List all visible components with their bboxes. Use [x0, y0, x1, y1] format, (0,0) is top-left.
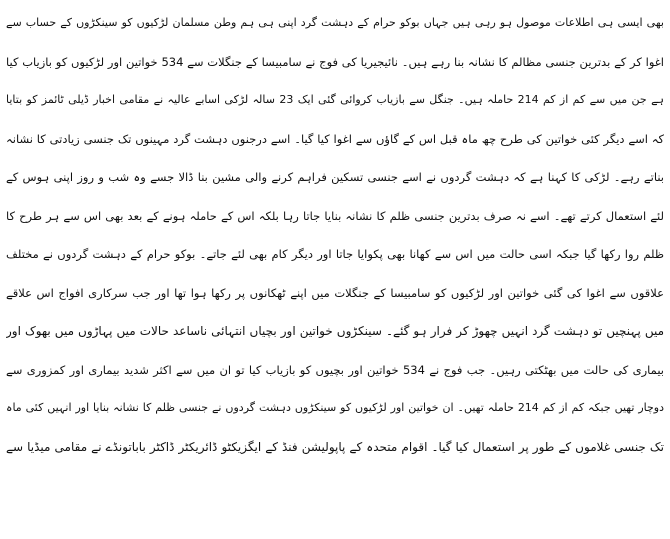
article-line: بیماری کی حالت میں بھٹکتی رہیں۔ جب فوج نے 534 خواتین اور بچیوں کو بازیاب کیا تو ان میں سے اکثر شدید بیماری اور کمزوری سے [6, 362, 664, 377]
article-line: کہ اسے دیگر کئی خواتین کی طرح چھ ماہ قبل اس کے گاؤں سے اغوا کیا گیا۔ اسے درجنوں دہشت گرد مہینوں تک جنسی زیادتی کا نشانہ [6, 131, 664, 146]
article-line: لئے استعمال کرتے تھے۔ اسے نہ صرف بدترین جنسی ظلم کا نشانہ بنایا جاتا رہا بلکہ اس کے حاملہ ہونے کے بعد بھی اس سے ہر طرح کا [6, 208, 664, 223]
article-line: تک جنسی غلاموں کے طور پر استعمال کیا گیا۔ اقوام متحدہ کے پاپولیشن فنڈ کے ایگزیکٹو ڈائریکٹر ڈاکٹر باباتونڈے نے مقامی میڈیا سے [6, 439, 664, 454]
article-line: بھی ایسی ہی اطلاعات موصول ہو رہی ہیں جہاں بوکو حرام کے دہشت گرد اپنی ہی ہم وطن مسلمان لڑکیوں کو سینکڑوں کے حساب سے [6, 16, 664, 29]
article-line: میں پہنچیں تو دہشت گرد انہیں چھوڑ کر فرار ہو گئے۔ سینکڑوں خواتین اور بچیاں انتہائی ناساعد حالات میں پہاڑوں میں بھوک اور [6, 324, 664, 338]
article-body [6, 4, 664, 466]
article-line: بناتے رہے۔ لڑکی کا کہنا ہے کہ دہشت گردوں نے اسے جنسی تسکین فراہم کرنے والی مشین بنا ڈالا جسے وہ شب و روز اپنی ہوس کے [6, 170, 664, 184]
article-line: دوچار تھیں جبکہ کم از کم 214 حاملہ تھیں۔ ان خواتین اور لڑکیوں کو سینکڑوں دہشت گردوں نے جنسی ظلم کا نشانہ بنایا اور انہیں کئی ماہ [6, 401, 664, 414]
article-line: اغوا کر کے بدترین جنسی مظالم کا نشانہ بنا رہے ہیں۔ نائیجیریا کی فوج نے سامبیسا کے جنگلات سے 534 خواتین اور لڑکیوں کو بازیاب کیا [6, 54, 664, 69]
article-line: ظلم روا رکھا گیا جبکہ اسی حالت میں اس سے کھانا بھی پکوایا جاتا اور دیگر کام بھی لئے جاتے۔ بوکو حرام کے دہشت گردوں نے مختلف [6, 247, 664, 261]
article-line: علاقوں سے اغوا کی گئی خواتین اور لڑکیوں کو سامبیسا کے جنگلات میں اپنے ٹھکانوں پر رکھا ہوا تھا اور جب سرکاری افواج اس علاقے [6, 285, 664, 300]
article-line: ہے جن میں سے کم از کم 214 حاملہ ہیں۔ جنگل سے بازیاب کروائی گئی ایک 23 سالہ لڑکی اسابے عالیہ نے مقامی اخبار ڈیلی ٹائمز کو بتایا [6, 93, 664, 106]
